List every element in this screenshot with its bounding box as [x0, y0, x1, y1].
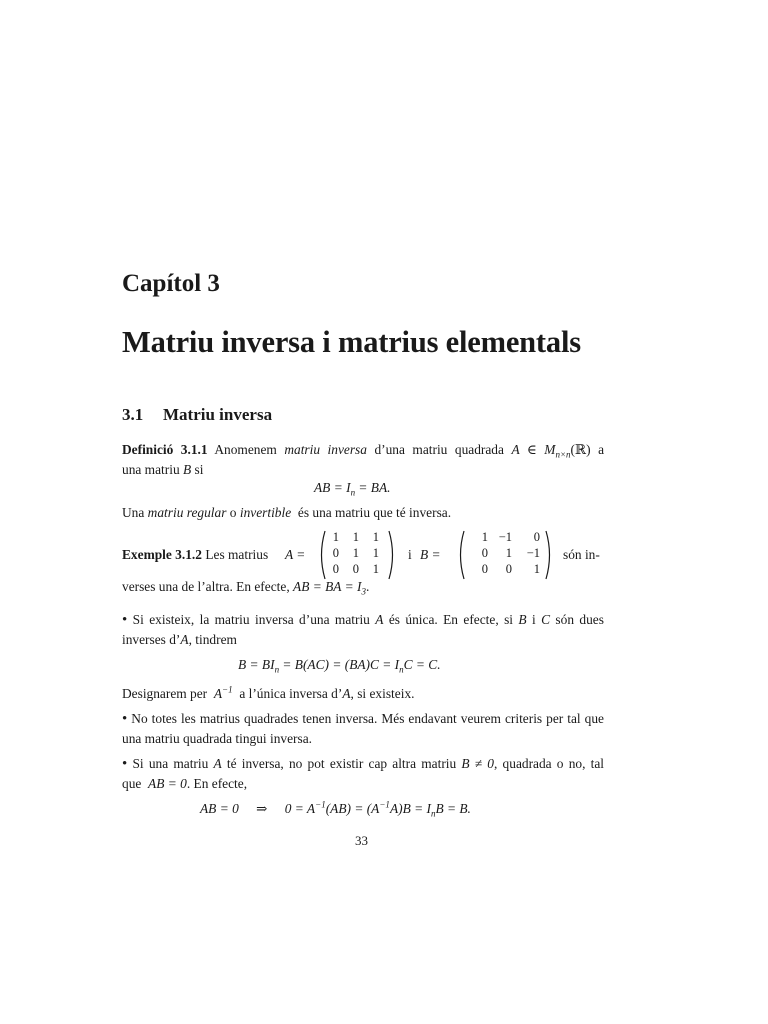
not-all-line-2: una matriu quadrada tingui inversa. — [122, 731, 313, 746]
definition-text: d’una matriu quadrada — [374, 442, 504, 457]
matrix-cell: 0 — [481, 562, 488, 576]
right-paren — [544, 530, 554, 580]
matrix-cell: 0 — [332, 562, 339, 576]
matrix-cell: 1 — [372, 530, 379, 544]
matrix-cell: 1 — [481, 530, 488, 544]
example-conj: i — [408, 547, 412, 562]
matrix-cell: 1 — [352, 530, 359, 544]
matrix-cell: 1 — [372, 546, 379, 560]
example-label: Exemple 3.1.2 — [122, 547, 202, 562]
invertible-equation: AB = 0 ⇒ $0 = A^{-1}(AB) = (A^{-1}A)B = I_nB = B$. — [200, 799, 471, 819]
bullet-icon: • — [122, 711, 128, 727]
definition-line-1 — [122, 440, 604, 460]
designate-line: Designarem per $A^{-1}$ a l’única inversa d’A, si existeix. — [122, 684, 415, 701]
unique-equation: $B = BI_n = B(AC) = (BA)C = I_nC = C$. — [238, 657, 441, 675]
invertible-line-1: • Si una matriu A té inversa, no pot existir cap altra matriu B ≠ 0, quadrada o no, tal — [122, 756, 605, 772]
definition-text: Anomenem — [214, 442, 277, 457]
matrix-cell: 1 — [372, 562, 379, 576]
section-number: 3.1 — [122, 405, 144, 424]
matrix-cell: 1 — [533, 562, 540, 576]
matrix-b — [456, 530, 554, 580]
matrix-cell: 0 — [481, 546, 488, 560]
matrix-a — [317, 530, 397, 580]
chapter-title: Matriu inversa i matrius elementals — [122, 325, 581, 359]
right-paren — [387, 530, 397, 580]
implies-icon: ⇒ — [256, 801, 268, 816]
not-all-line-1: • No totes les matrius quadrades tenen inversa. Més endavant veurem criteris per tal que — [122, 711, 604, 727]
example-text-post: són in- — [563, 547, 600, 562]
matrix-cell: 1 — [505, 546, 512, 560]
matrix-cell: 0 — [352, 562, 359, 576]
example-line-2: verses una de l’altra. En efecte, AB = BA = $I_3$. — [122, 579, 370, 597]
example-b-eq: B = — [420, 547, 441, 562]
bullet-icon: • — [122, 756, 128, 772]
definition-term: matriu inversa — [284, 442, 367, 457]
unique-line-2: inverses d’A, tindrem — [122, 632, 237, 647]
left-paren — [317, 530, 327, 580]
chapter-label: Capítol 3 — [122, 270, 220, 297]
definition-text: a — [598, 442, 605, 457]
matrix-cell: −1 — [498, 530, 512, 544]
matrix-cell: 1 — [352, 546, 359, 560]
matrix-cell: −1 — [526, 546, 540, 560]
left-paren — [456, 530, 466, 580]
section-heading — [122, 405, 272, 425]
definition-label: Definició 3.1.1 — [122, 442, 208, 457]
page-number: 33 — [355, 833, 368, 848]
definition-equation: AB = $I_n$ = BA. — [314, 480, 391, 498]
matrix-cell: 0 — [533, 530, 540, 544]
definition-set: A ∈ $M_{n\times n}(ℝ)$ — [511, 442, 591, 460]
bullet-icon: • — [122, 612, 128, 628]
unique-line-1: • Si existeix, la matriu inversa d’una matriu A és única. En efecte, si B i C són dues — [122, 612, 604, 628]
invertible-line-2: que AB = 0. En efecte, — [122, 776, 248, 791]
matrix-cell: 1 — [332, 530, 339, 544]
definition-line-2: una matriu B si — [122, 462, 204, 477]
example-line-1: Exemple 3.1.2 Les matrius A = i B = són in- — [122, 545, 604, 565]
example-a-eq: A = — [285, 547, 306, 562]
matrix-cell: 0 — [505, 562, 512, 576]
section-title: Matriu inversa — [163, 405, 273, 424]
regular-definition: Una matriu regular o invertible és una matriu que té inversa. — [122, 505, 452, 520]
matrix-cell: 0 — [332, 546, 339, 560]
